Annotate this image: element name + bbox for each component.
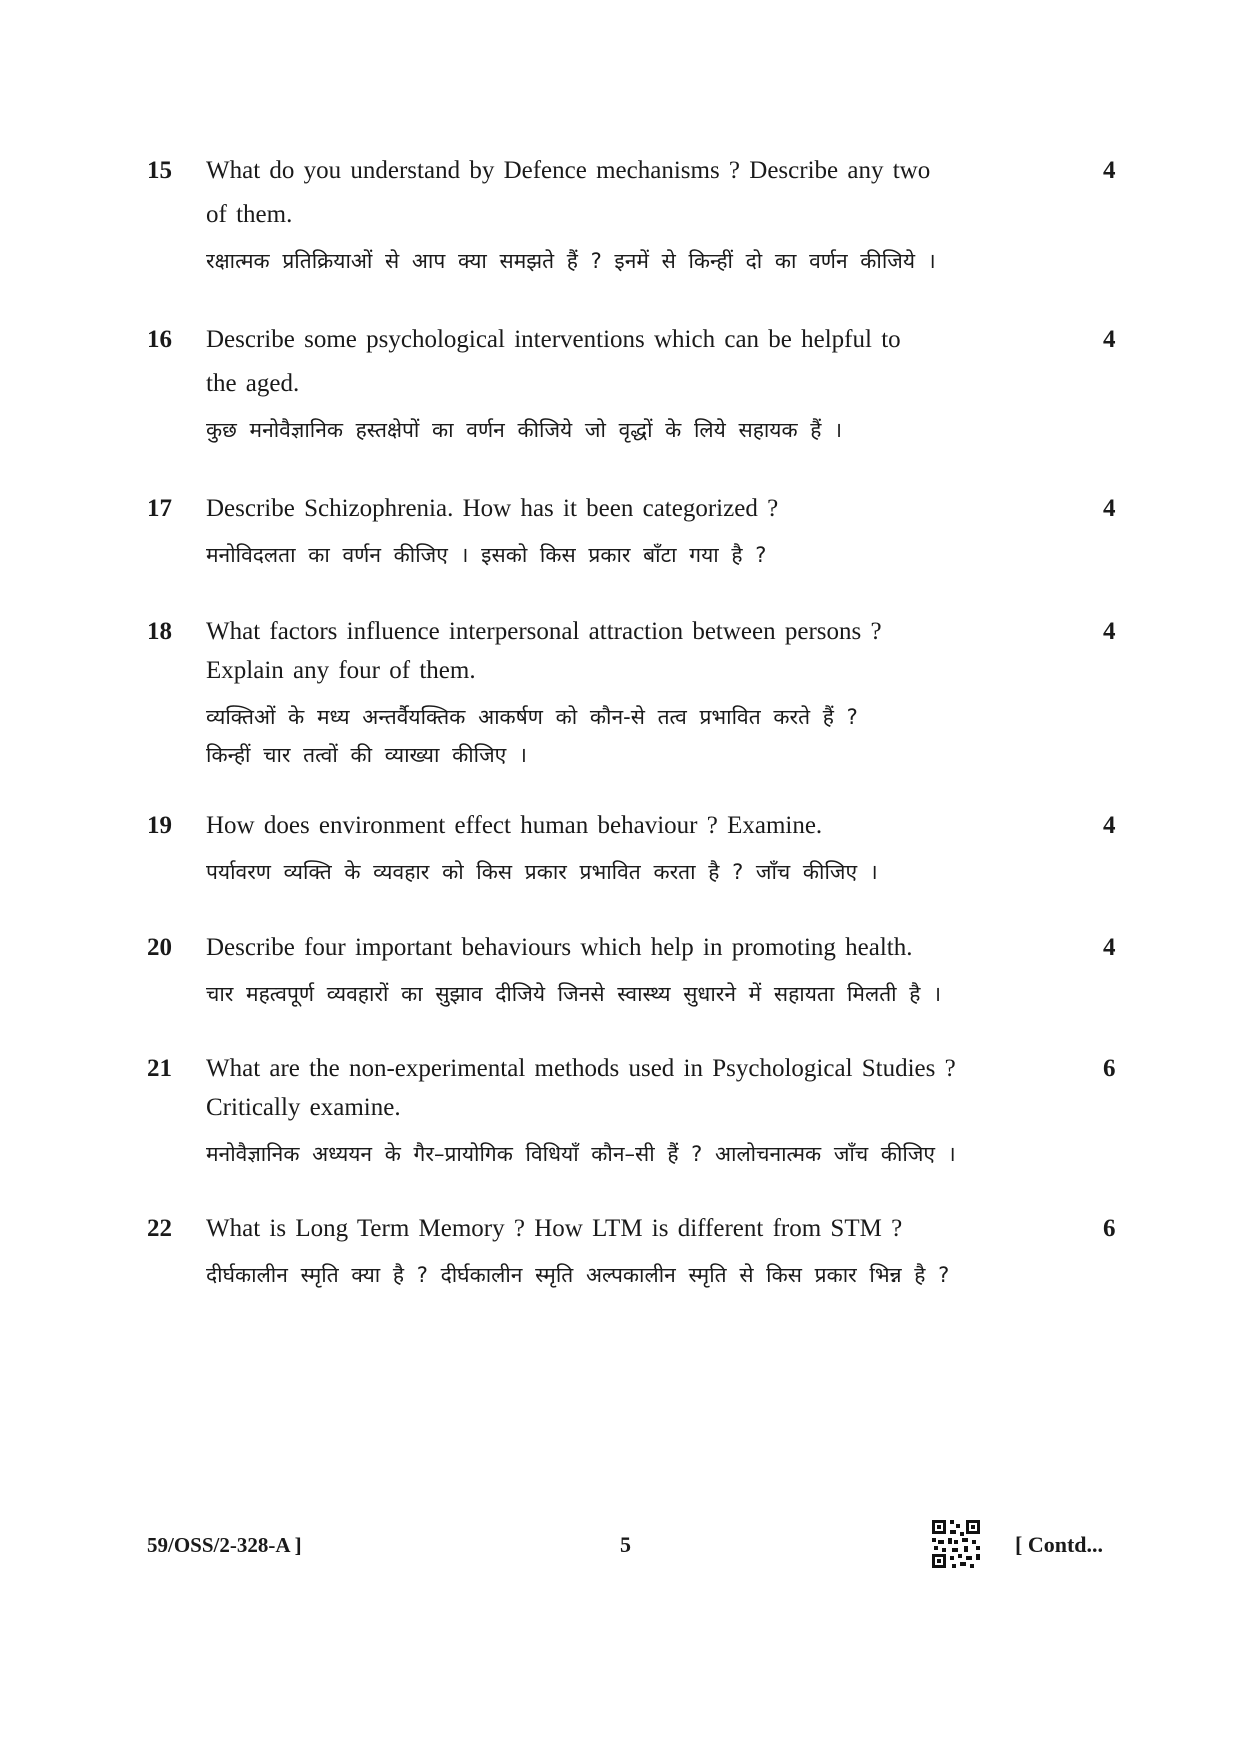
page-footer xyxy=(0,1530,1240,1570)
question-number: 15 xyxy=(147,157,172,184)
question-text-hindi: चार महत्वपूर्ण व्यवहारों का सुझाव दीजिये जिनसे स्वास्थ्य सुधारने में सहायता मिलती है । xyxy=(206,982,942,1006)
question-body xyxy=(206,617,1086,770)
question-number: 17 xyxy=(147,495,172,522)
question-marks: 4 xyxy=(1103,812,1116,839)
question-marks: 4 xyxy=(1103,326,1116,353)
question-body xyxy=(206,933,1086,1009)
question-text-english: What are the non-experimental methods used in Psychological Studies ? xyxy=(206,1055,956,1082)
question-body xyxy=(206,494,1086,570)
continued-label: [ Contd... xyxy=(1015,1532,1104,1557)
question-number: 20 xyxy=(147,934,172,961)
question-text-english: Describe Schizophrenia. How has it been categorized ? xyxy=(206,495,779,522)
question-text-hindi: मनोवैज्ञानिक अध्ययन के गैर–प्रायोगिक विधियाँ कौन–सी हैं ? आलोचनात्मक जाँच कीजिए । xyxy=(206,1142,956,1166)
question-marks: 4 xyxy=(1103,934,1116,961)
paper-code: 59/OSS/2-328-A ] xyxy=(147,1533,302,1557)
question-text-english: Describe some psychological interventions which can be helpful to xyxy=(206,326,901,353)
question-text-english: How does environment effect human behaviour ? Examine. xyxy=(206,812,823,839)
question-text-english: of them. xyxy=(206,201,293,228)
question-text-hindi: व्यक्तिओं के मध्य अन्तर्वैयक्तिक आकर्षण को कौन-से तत्व प्रभावित करते हैं ? xyxy=(206,705,858,729)
question-body xyxy=(206,811,1086,887)
question-body xyxy=(206,156,1086,276)
question-body xyxy=(206,1214,1086,1290)
question-number: 18 xyxy=(147,618,172,645)
question-number: 16 xyxy=(147,326,172,353)
question-text-hindi: पर्यावरण व्यक्ति के व्यवहार को किस प्रकार प्रभावित करता है ? जाँच कीजिए । xyxy=(206,860,878,884)
question-text-english: the aged. xyxy=(206,370,300,397)
question-text-hindi: किन्हीं चार तत्वों की व्याख्या कीजिए । xyxy=(206,743,527,767)
question-text-hindi: मनोविदलता का वर्णन कीजिए । इसको किस प्रकार बाँटा गया है ? xyxy=(206,543,767,567)
question-text-english: What is Long Term Memory ? How LTM is different from STM ? xyxy=(206,1215,903,1242)
question-text-hindi: रक्षात्मक प्रतिक्रियाओं से आप क्या समझते हैं ? इनमें से किन्हीं दो का वर्णन कीजिये । xyxy=(206,249,936,273)
question-text-english: What do you understand by Defence mechanisms ? Describe any two xyxy=(206,157,931,184)
page-number: 5 xyxy=(620,1532,631,1557)
question-number: 21 xyxy=(147,1055,172,1082)
question-text-hindi: कुछ मनोवैज्ञानिक हस्तक्षेपों का वर्णन कीजिये जो वृद्धों के लिये सहायक हैं । xyxy=(206,418,843,442)
question-marks: 6 xyxy=(1103,1055,1116,1082)
question-number: 22 xyxy=(147,1215,172,1242)
question-text-hindi: दीर्घकालीन स्मृति क्या है ? दीर्घकालीन स्मृति अल्पकालीन स्मृति से किस प्रकार भिन्न है ? xyxy=(206,1263,950,1287)
question-text-english: Describe four important behaviours which help in promoting health. xyxy=(206,934,913,961)
question-text-english: Critically examine. xyxy=(206,1094,401,1121)
question-body xyxy=(206,325,1086,445)
question-marks: 6 xyxy=(1103,1215,1116,1242)
question-marks: 4 xyxy=(1103,618,1116,645)
question-marks: 4 xyxy=(1103,157,1116,184)
qr-code-icon xyxy=(930,1518,982,1570)
question-text-english: What factors influence interpersonal attraction between persons ? xyxy=(206,618,882,645)
question-body xyxy=(206,1054,1086,1169)
question-number: 19 xyxy=(147,812,172,839)
question-text-english: Explain any four of them. xyxy=(206,657,476,684)
question-marks: 4 xyxy=(1103,495,1116,522)
